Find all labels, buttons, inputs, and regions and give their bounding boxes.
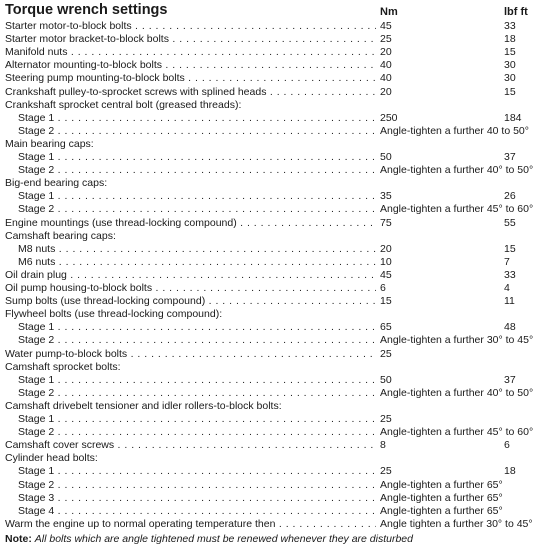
table-row (0, 125, 556, 138)
row-value-nm: 8 (380, 439, 386, 452)
row-value-nm: 75 (380, 216, 392, 229)
row-label: Stage 1 . . . (18, 190, 376, 203)
row-label: Alternator mounting-to-block bolts . . . (5, 59, 376, 72)
table-row (0, 295, 556, 308)
row-value-lbf-ft: 18 (504, 465, 516, 478)
row-label: Camshaft sprocket bolts: (5, 360, 121, 373)
table-row (0, 203, 556, 216)
row-label: Water pump-to-block bolts . . . (5, 348, 376, 361)
row-value-nm: 25 (380, 33, 392, 46)
row-label: Oil pump housing-to-block bolts . . . (5, 282, 376, 295)
row-value-lbf-ft: 26 (504, 190, 516, 203)
row-value-nm: 20 (380, 46, 392, 59)
row-value-lbf-ft: 33 (504, 20, 516, 32)
row-value-angle: Angle-tighten a further 40 to 50° (380, 124, 529, 137)
row-label: Camshaft bearing caps: (5, 229, 116, 242)
table-row (0, 59, 556, 72)
table-row (0, 479, 556, 492)
row-label: Stage 1 . . . (18, 413, 376, 426)
table-row (0, 46, 556, 59)
row-value-angle: Angle tighten a further 30° to 45° (380, 517, 533, 530)
row-value-nm: 35 (380, 190, 392, 203)
row-value-lbf-ft: 6 (504, 439, 510, 452)
row-label: Stage 1 . . . (18, 112, 376, 125)
row-value-lbf-ft: 37 (504, 373, 516, 386)
row-value-nm: 250 (380, 111, 398, 124)
table-section-heading (0, 400, 556, 413)
row-value-lbf-ft: 18 (504, 33, 516, 46)
table-row (0, 243, 556, 256)
table-row (0, 282, 556, 295)
row-value-nm: 20 (380, 242, 392, 255)
row-value-lbf-ft: 15 (504, 85, 516, 98)
column-header-nm: Nm (380, 6, 398, 18)
row-value-nm: 45 (380, 20, 392, 32)
row-value-nm: 20 (380, 85, 392, 98)
row-label: Stage 2 . . . (18, 426, 376, 439)
table-row (0, 164, 556, 177)
table-row (0, 256, 556, 269)
row-label: Main bearing caps: (5, 137, 94, 150)
row-label: Stage 2 . . . (18, 164, 376, 177)
footnote-text: All bolts which are angle tightened must be renewed whenever they are disturbed (34, 533, 413, 545)
table-row (0, 374, 556, 387)
row-label: Camshaft drivebelt tensioner and idler rollers-to-block bolts: (5, 399, 282, 412)
table-row (0, 190, 556, 203)
row-value-nm: 25 (380, 413, 392, 425)
row-value-nm: 10 (380, 255, 392, 268)
row-value-lbf-ft: 4 (504, 282, 510, 294)
row-value-nm: 25 (380, 465, 392, 478)
row-label: Stage 4 . . . (18, 505, 376, 518)
table-row (0, 426, 556, 439)
table-row (0, 505, 556, 518)
row-value-angle: Angle-tighten a further 65° (380, 491, 503, 504)
row-value-nm: 45 (380, 268, 392, 281)
table-row (0, 20, 556, 33)
row-value-lbf-ft: 48 (504, 321, 516, 334)
table-row (0, 72, 556, 85)
row-label: Steering pump mounting-to-block bolts . . . (5, 72, 376, 85)
row-value-lbf-ft: 15 (504, 242, 516, 255)
table-row (0, 269, 556, 282)
table-section-heading (0, 361, 556, 374)
row-label: Stage 1 . . . (18, 321, 376, 334)
table-row (0, 465, 556, 478)
row-label: Oil drain plug . . . (5, 269, 376, 282)
row-label: Crankshaft pulley-to-sprocket screws with splined heads . . . (5, 86, 376, 99)
row-label: Camshaft cover screws . . . (5, 439, 376, 452)
table-row (0, 492, 556, 505)
row-value-angle: Angle-tighten a further 45° to 60° (380, 426, 534, 439)
table-row (0, 439, 556, 452)
row-label: Stage 1 . . . (18, 374, 376, 387)
column-header-lbf-ft: lbf ft (504, 6, 528, 18)
row-value-nm: 25 (380, 347, 392, 360)
row-label: Stage 2 . . . (18, 387, 376, 400)
row-label: Cylinder head bolts: (5, 452, 98, 465)
row-label: M8 nuts . . . (18, 243, 376, 256)
table-section-heading (0, 99, 556, 112)
row-value-lbf-ft: 11 (504, 295, 515, 308)
table-row (0, 334, 556, 347)
row-label: Stage 1 . . . (18, 151, 376, 164)
row-value-lbf-ft: 33 (504, 268, 516, 281)
row-label: Engine mountings (use thread-locking compound) . . . (5, 217, 376, 230)
row-value-angle: Angle-tighten a further 30° to 45° (380, 334, 534, 347)
table-row (0, 86, 556, 99)
table-row (0, 348, 556, 361)
row-value-angle: Angle-tighten a further 65° (380, 504, 503, 517)
row-label: Crankshaft sprocket central bolt (greased threads): (5, 98, 242, 111)
row-label: Manifold nuts . . . (5, 46, 376, 59)
table-section-heading (0, 230, 556, 243)
row-value-lbf-ft: 15 (504, 46, 516, 59)
row-value-nm: 40 (380, 72, 392, 85)
table-section-heading (0, 177, 556, 190)
row-label: Stage 3 . . . (18, 492, 376, 505)
table-row (0, 387, 556, 400)
row-label: M6 nuts . . . (18, 256, 376, 269)
row-value-angle: Angle-tighten a further 45° to 60° (380, 203, 534, 216)
row-value-angle: Angle-tighten a further 65° (380, 478, 503, 491)
row-value-nm: 6 (380, 282, 386, 294)
row-value-lbf-ft: 37 (504, 151, 516, 163)
table-row (0, 217, 556, 230)
row-value-angle: Angle-tighten a further 40° to 50° (380, 386, 534, 399)
row-value-nm: 15 (380, 295, 392, 308)
row-label: Sump bolts (use thread-locking compound) . . . (5, 295, 376, 308)
table-row (0, 321, 556, 334)
footnote-prefix: Note: (5, 533, 32, 545)
row-value-lbf-ft: 184 (504, 111, 522, 124)
table-section-heading (0, 308, 556, 321)
row-label: Big-end bearing caps: (5, 177, 108, 190)
row-value-nm: 50 (380, 373, 392, 386)
row-value-lbf-ft: 7 (504, 255, 510, 268)
row-value-nm: 50 (380, 151, 392, 163)
row-label: Stage 2 . . . (18, 334, 376, 347)
row-value-lbf-ft: 30 (504, 72, 516, 85)
row-label: Flywheel bolts (use thread-locking compound): (5, 308, 223, 321)
row-value-angle: Angle-tighten a further 40° to 50° (380, 164, 534, 177)
row-label: Starter motor bracket-to-block bolts . . . (5, 33, 376, 46)
row-label: Stage 1 . . . (18, 465, 376, 478)
table-section-heading (0, 138, 556, 151)
table-row (0, 518, 556, 531)
row-value-lbf-ft: 30 (504, 59, 516, 72)
row-label: Starter motor-to-block bolts . . . (5, 20, 376, 33)
row-label: Stage 2 . . . (18, 203, 376, 216)
row-value-nm: 40 (380, 59, 392, 72)
row-value-lbf-ft: 55 (504, 216, 516, 229)
page-title: Torque wrench settings (5, 2, 168, 18)
table-section-heading (0, 452, 556, 465)
row-label: Stage 2 . . . (18, 479, 376, 492)
table-row (0, 112, 556, 125)
row-value-nm: 65 (380, 321, 392, 334)
footnote (5, 533, 413, 546)
table-row (0, 413, 556, 426)
row-label: Stage 2 . . . (18, 125, 376, 138)
row-label: Warm the engine up to normal operating temperature then . . . (5, 518, 376, 531)
table-row (0, 151, 556, 164)
table-row (0, 33, 556, 46)
